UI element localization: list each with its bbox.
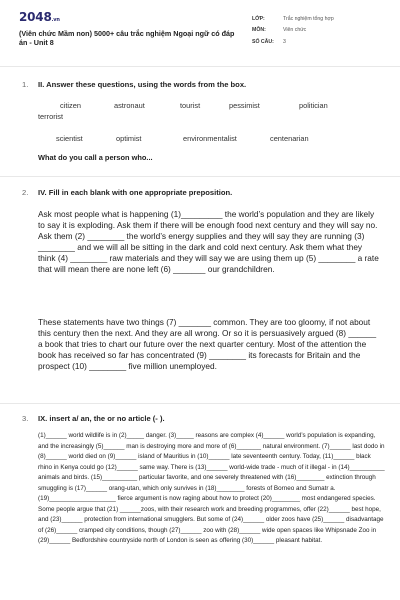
question-2-divider bbox=[0, 176, 400, 177]
passage-paragraph-2: These statements have two things (7) _______ common. They are too gloomy, if not about this century then the next. And they are all wrong. Or so it is persuasively argued (8) ______ a book that tries to chart our future over the next quarter century. Most of the attention the book has received so far has concentrated (9) ________ its forecasts for Britain and the prospect (10) ________ five million unemployed. bbox=[38, 317, 377, 371]
word-item: optimist bbox=[116, 134, 142, 143]
word-item: tourist bbox=[180, 101, 201, 110]
question-3-heading bbox=[22, 414, 165, 423]
logo-suffix: .vn bbox=[51, 17, 60, 23]
question-title: IV. Fill in each blank with one appropriate preposition. bbox=[38, 188, 233, 197]
word-item: politician bbox=[299, 101, 328, 110]
question-title: II. Answer these questions, using the words from the box. bbox=[38, 80, 247, 89]
word-item: astronaut bbox=[114, 101, 145, 110]
question-title: IX. insert a/ an, the or no article (- ). bbox=[38, 414, 165, 423]
page-header bbox=[0, 0, 400, 67]
question-1-heading bbox=[22, 80, 246, 89]
site-logo[interactable] bbox=[19, 10, 60, 24]
exercise-text: (1)______ world wildlife is in (2)_____ danger. (3)_____ reasons are complex (4)______ world’s population is expanding, and the increasingly (5)______ man is destroying more and more of (6)_______ natural environment. (7)______ last dodo in (8)______ world died on (9)______ island of Mauritius in (10)______ late seventeenth century. Today, (11)______ black rhino in Kenya could go (12)______ same way. There is (13)______ world-wide trade - much of it illegal - in (14)__________ animals and birds. (15)__________ particular favorite, and one severely threatened with (16)________ extinction through smuggling is (17)______ orang-utan, which only survives in (18)________ forests of Borneo and Sumatr a. (19)___________________ fierce argument is now raging about how to protect (20)________ most endangered species. Some people argue that (21) ______zoos, with their research work and breeding programmes, offer (22)______ best hope, and (23)______ protection from international smugglers. But some of (24)______ older zoos have (25)______ disadvantage of (26)______ cramped city conditions, though (27)______ zoo with (28)______ wide open spaces like Whipsnade Zoo in (29)______ Bedfordshire countryside north of London is seen as offering (30)______ pleasant habitat. bbox=[38, 432, 385, 545]
meta-key: LỚP: bbox=[252, 15, 265, 22]
question-2-heading bbox=[22, 188, 232, 197]
word-item: centenarian bbox=[270, 134, 309, 143]
word-item: terrorist bbox=[38, 112, 64, 121]
meta-panel bbox=[252, 13, 392, 48]
question-prompt: What do you call a person who... bbox=[38, 153, 153, 162]
question-number: 2. bbox=[22, 188, 29, 197]
question-number: 1. bbox=[22, 80, 29, 89]
meta-key: MÔN: bbox=[252, 27, 266, 34]
word-item: environmentalist bbox=[183, 134, 237, 143]
meta-key: SỐ CÂU: bbox=[252, 38, 274, 45]
passage-paragraph-1: Ask most people what is happening (1)_________ the world’s population and they are likely to say it is exploding. Ask them if there will be enough food next century and they will say no. Ask them (2) ________ the world’s energy supplies and they will say they are running (3) ________ and we will all be sitting in the dark and cold next century. Ask them what they think (4) ________ raw materials and they will say we are using them up (5) ________ a rate that will mean there are none left (6) _______ our grandchildren. bbox=[38, 209, 379, 274]
word-item: citizen bbox=[60, 101, 81, 110]
document-title: (Viên chức Mầm non) 5000+ câu trắc nghiệm Ngoại ngữ có đáp án - Unit 8 bbox=[19, 29, 235, 47]
word-item: pessimist bbox=[229, 101, 260, 110]
word-item: scientist bbox=[56, 134, 83, 143]
meta-row-subject bbox=[252, 25, 392, 37]
meta-value: Trắc nghiệm tổng hợp bbox=[283, 15, 334, 22]
logo-text: 2048 bbox=[19, 10, 52, 24]
meta-row-class bbox=[252, 13, 392, 25]
meta-value: Viên chức bbox=[283, 27, 307, 34]
question-1-divider bbox=[0, 66, 400, 67]
meta-row-count bbox=[252, 36, 392, 48]
meta-value: 3 bbox=[283, 38, 286, 45]
question-number: 3. bbox=[22, 414, 29, 423]
question-3-divider bbox=[0, 403, 400, 404]
